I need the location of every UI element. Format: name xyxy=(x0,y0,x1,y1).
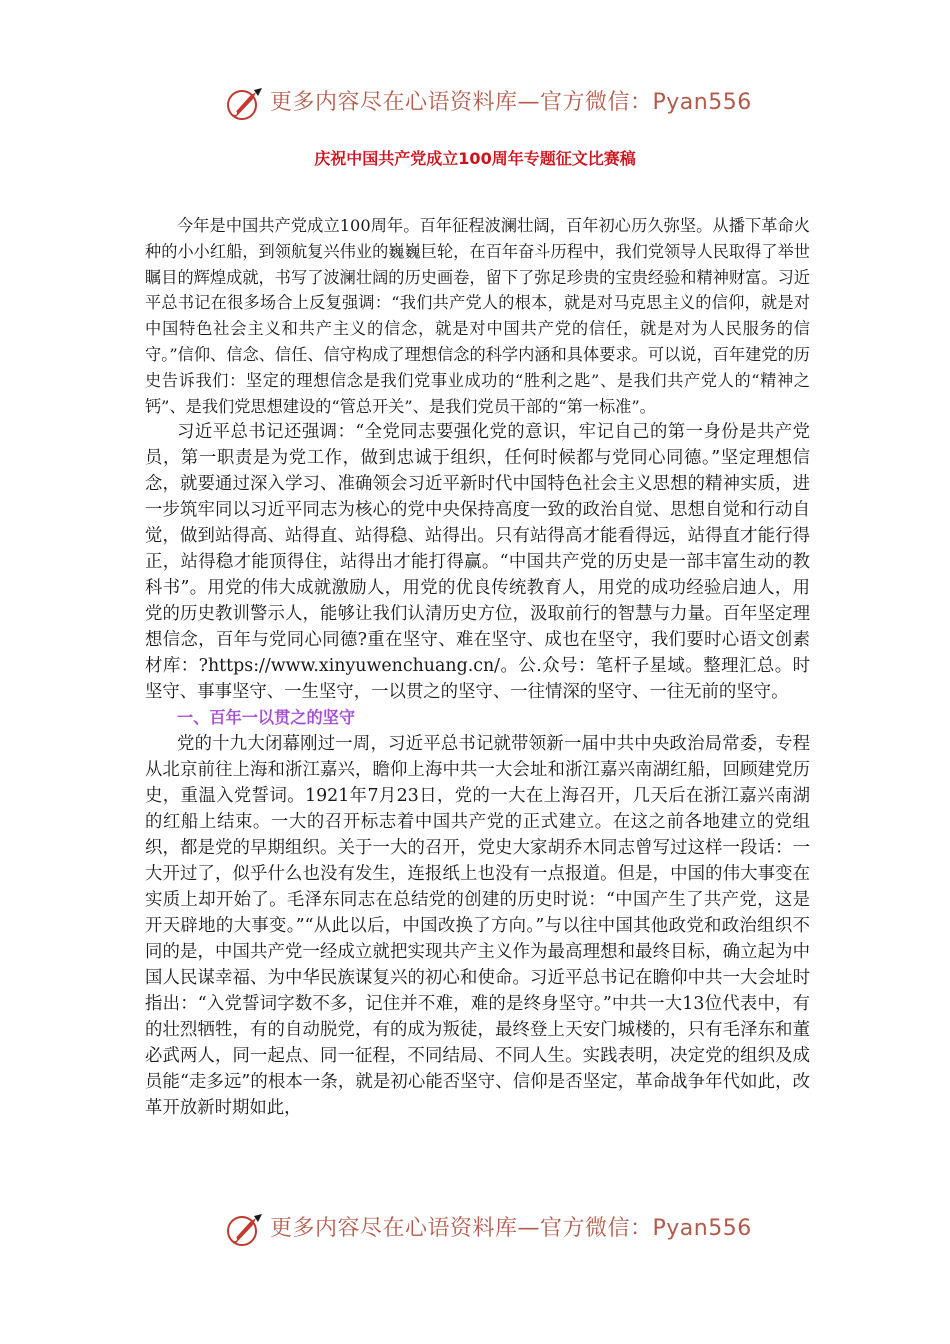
paragraph-1: 今年是中国共产党成立100周年。百年征程波澜壮阔，百年初心历久弥坚。从播下革命火种的小小红船，到领航复兴伟业的巍巍巨轮，在百年奋斗历程中，我们党领导人民取得了举世瞩目的辉煌成就，书写了波澜壮阔的历史画卷，留下了弥足珍贵的宝贵经验和精神财富。习近平总书记在很多场合上反复强调：“我们共产党人的根本，就是对马克思主义的信仰，就是对中国特色社会主义和共产主义的信念，就是对中国共产党的信任，就是对为人民服务的信守。”信仰、信念、信任、信守构成了理想信念的科学内涵和具体要求。可以说，百年建党的历史告诉我们：坚定的理想信念是我们党事业成功的“胜利之匙”、是我们共产党人的“精神之钙”、是我们党思想建设的“管总开关”、是我们党员干部的“第一标准”。 xyxy=(145,216,810,416)
banner-text: 更多内容尽在心语资料库—官方微信：Pyan556 xyxy=(270,1216,752,1241)
banner-text: 更多内容尽在心语资料库—官方微信：Pyan556 xyxy=(270,90,752,115)
pen-nib-logo-icon xyxy=(224,1212,266,1248)
document-body xyxy=(145,213,810,1121)
section-heading: 一、百年一以贯之的坚守 xyxy=(177,708,356,728)
footer-banner xyxy=(0,1210,950,1250)
paragraph-3: 党的十九大闭幕刚过一周，习近平总书记就带领新一届中共中央政治局常委，专程从北京前往上海和浙江嘉兴，瞻仰上海中共一大会址和浙江嘉兴南湖红船，回顾建党历史，重温入党誓词。1921年7月23日，党的一大在上海召开，几天后在浙江嘉兴南湖的红船上结束。一大的召开标志着中国共产党的正式建立。在这之前各地建立的党组织，都是党的早期组织。关于一大的召开，党史大家胡乔木同志曾写过这样一段话：一大开过了，似乎什么也没有发生，连报纸上也没有一点报道。但是，中国的伟大事变在实质上却开始了。毛泽东同志在总结党的创建的历史时说：“中国产生了共产党，这是开天辟地的大事变。”“从此以后，中国改换了方向。”与以往中国其他政党和政治组织不同的是，中国共产党一经成立就把实现共产主义作为最高理想和最终目标，确立起为中国人民谋幸福、为中华民族谋复兴的初心和使命。习近平总书记在瞻仰中共一大会址时指出：“入党誓词字数不多，记住并不难，难的是终身坚守。”中共一大13位代表中，有的壮烈牺牲，有的自动脱党，有的成为叛徒，最终登上天安门城楼的，只有毛泽东和董必武两人，同一起点、同一征程，不同结局、不同人生。实践表明，决定党的组织及成员能“走多远”的根本一条，就是初心能否坚守、信仰是否坚定，革命战争年代如此，改革开放新时期如此， xyxy=(145,734,810,1119)
page-title: 庆祝中国共产党成立100周年专题征文比赛稿 xyxy=(314,149,636,168)
header-banner xyxy=(0,84,950,124)
pen-nib-logo-icon xyxy=(224,86,266,122)
paragraph-2: 习近平总书记还强调：“全党同志要强化党的意识，牢记自己的第一身份是共产党员，第一职责是为党工作，做到忠诚于组织，任何时候都与党同心同德。”坚定理想信念，就要通过深入学习、准确领会习近平新时代中国特色社会主义思想的精神实质，进一步筑牢同以习近平同志为核心的党中央保持高度一致的政治自觉、思想自觉和行动自觉，做到站得高、站得直、站得稳、站得出。只有站得高才能看得远，站得直才能行得正，站得稳才能顶得住，站得出才能打得赢。“中国共产党的历史是一部丰富生动的教科书”。用党的伟大成就激励人，用党的优良传统教育人，用党的成功经验启迪人，用党的历史教训警示人，能够让我们认清历史方位，汲取前行的智慧与力量。百年坚定理想信念，百年与党同心同德?重在坚守、难在坚守、成也在坚守，我们要时心语文创素材库：?https://www.xinyuwenchuang.cn/。公.众号：笔杆子星域。整理汇总。时坚守、事事坚守、一生坚守，一以贯之的坚守、一往情深的坚守、一往无前的坚守。 xyxy=(145,422,810,703)
